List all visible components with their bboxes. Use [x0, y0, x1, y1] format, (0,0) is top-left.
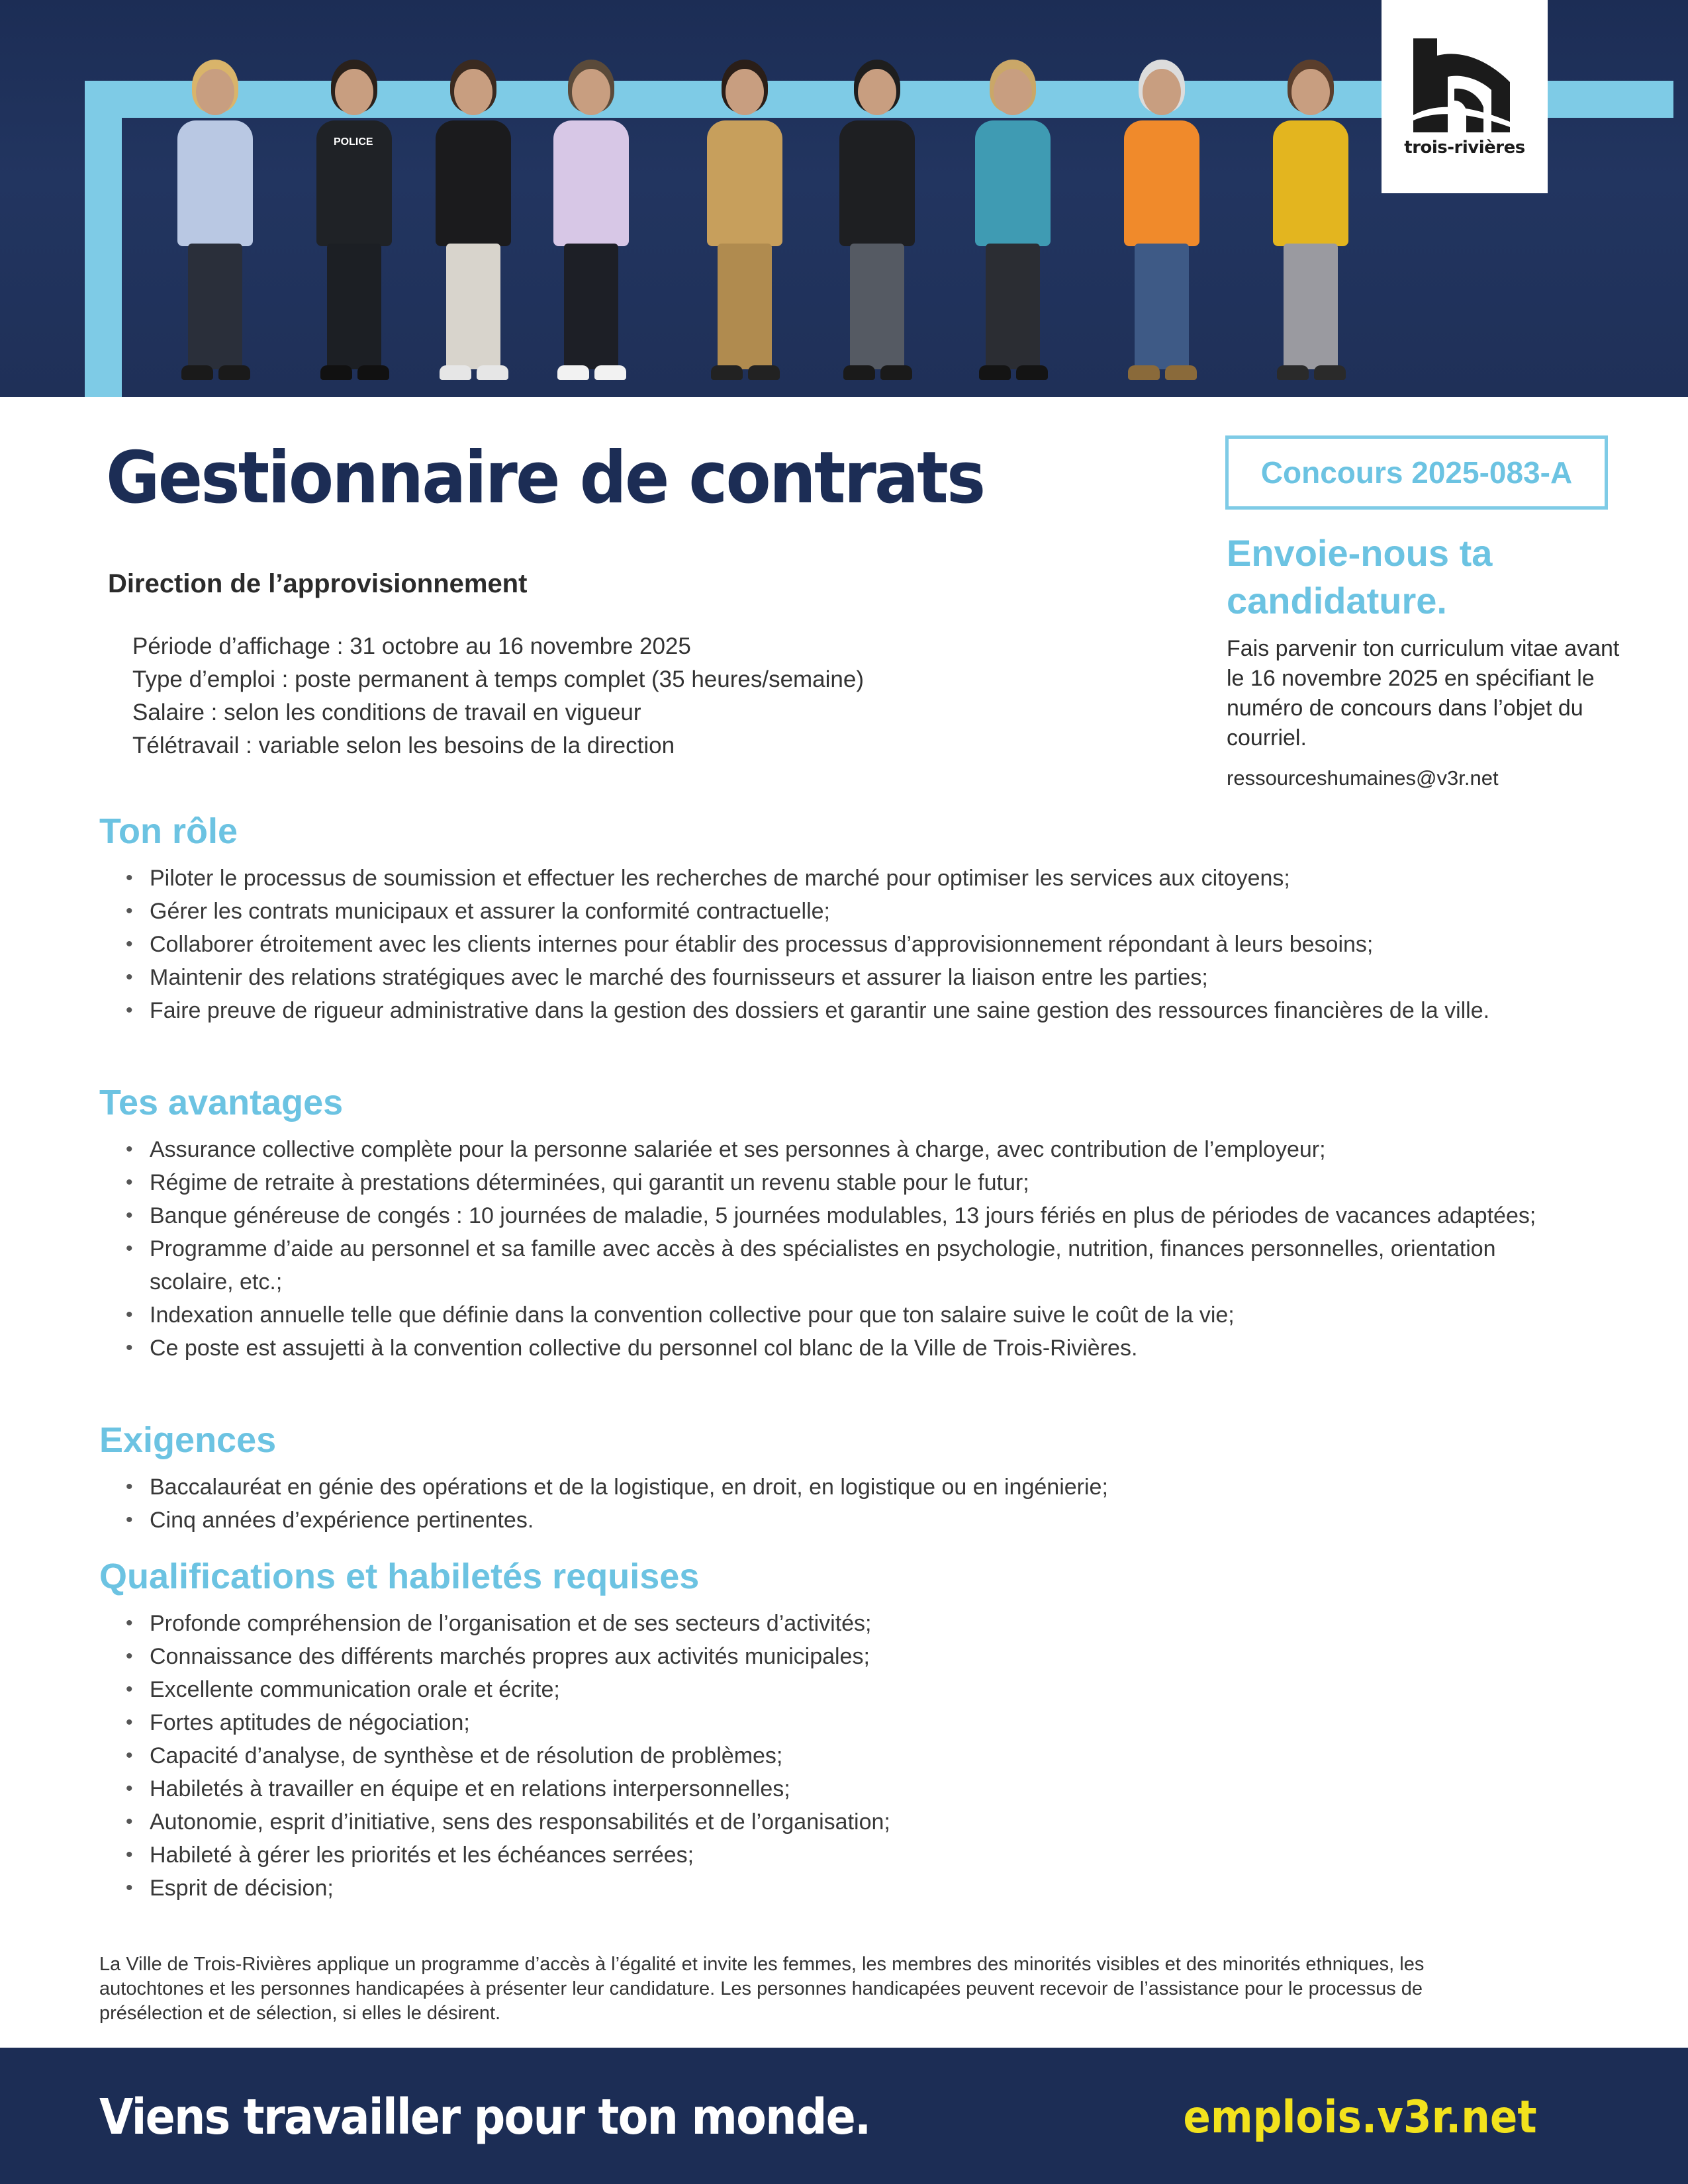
list-item: • Habiletés à travailler en équipe et en relations interpersonnelles; — [150, 1772, 1595, 1805]
list-item: • Collaborer étroitement avec les clients internes pour établir des processus d’approvisionnement répondant à leurs besoins; — [150, 928, 1595, 961]
footer-slogan: Viens travailler pour ton monde. — [99, 2089, 870, 2146]
section-heading: Ton rôle — [99, 811, 238, 851]
requirements-list — [99, 1471, 1595, 1537]
list-item: • Habileté à gérer les priorités et les échéances serrées; — [150, 1839, 1595, 1872]
list-item: • Ce poste est assujetti à la convention collective du personnel col blanc de la Ville de Trois-Rivières. — [150, 1332, 1595, 1365]
benefits-list — [99, 1133, 1595, 1365]
job-title: Gestionnaire de contrats — [106, 437, 984, 520]
list-item: • Assurance collective complète pour la personne salariée et ses personnes à charge, avec contribution de l’employeur; — [150, 1133, 1595, 1166]
footer-bar — [0, 2048, 1688, 2184]
section-role — [99, 809, 1595, 1027]
list-item: • Régime de retraite à prestations déterminées, qui garantit un revenu stable pour le futur; — [150, 1166, 1595, 1199]
list-item: • Connaissance des différents marchés propres aux activités municipales; — [150, 1640, 1595, 1673]
hr-email-link[interactable]: ressourceshumaines@v3r.net — [1227, 766, 1499, 790]
employee-figure — [305, 60, 404, 390]
qualifications-list — [99, 1607, 1595, 1905]
posting-period: Période d’affichage : 31 octobre au 16 novembre 2025 — [132, 633, 691, 659]
list-item: • Programme d’aide au personnel et sa famille avec accès à des spécialistes en psychologie, nutrition, finances personnelles, orientation scolaire, etc.; — [150, 1232, 1595, 1298]
list-item: • Faire preuve de rigueur administrative dans la gestion des dossiers et garantir une saine gestion des ressources financières de la ville. — [150, 994, 1595, 1027]
employee-figure — [827, 60, 927, 390]
section-qualifications — [99, 1554, 1595, 1905]
list-item: • Gérer les contrats municipaux et assurer la conformité contractuelle; — [150, 895, 1595, 928]
list-item: • Excellente communication orale et écrite; — [150, 1673, 1595, 1706]
section-heading: Exigences — [99, 1420, 277, 1460]
employee-figure — [963, 60, 1062, 390]
list-item: • Capacité d’analyse, de synthèse et de résolution de problèmes; — [150, 1739, 1595, 1772]
police-label: POLICE — [334, 136, 373, 148]
employment-type: Type d’emploi : poste permanent à temps complet (35 heures/semaine) — [132, 666, 865, 692]
salary-info: Salaire : selon les conditions de travail en vigueur — [132, 700, 641, 725]
list-item: • Maintenir des relations stratégiques avec le marché des fournisseurs et assurer la liaison entre les parties; — [150, 961, 1595, 994]
department-name: Direction de l’approvisionnement — [108, 569, 528, 598]
list-item: • Esprit de décision; — [150, 1872, 1595, 1905]
section-requirements — [99, 1418, 1595, 1537]
apply-instructions: Fais parvenir ton curriculum vitae avant le 16 novembre 2025 en spécifiant le numéro de concours dans l’objet du courriel. — [1227, 636, 1620, 751]
list-item: • Piloter le processus de soumission et effectuer les recherches de marché pour optimiser les services aux citoyens; — [150, 862, 1595, 895]
section-heading: Qualifications et habiletés requises — [99, 1557, 700, 1596]
list-item: • Profonde compréhension de l’organisation et de ses secteurs d’activités; — [150, 1607, 1595, 1640]
employee-figure — [1261, 60, 1360, 390]
section-heading: Tes avantages — [99, 1083, 344, 1122]
header-banner — [0, 0, 1688, 397]
telework-info: Télétravail : variable selon les besoins de la direction — [132, 733, 675, 758]
employee-figure — [165, 60, 265, 390]
list-item: • Baccalauréat en génie des opérations et de la logistique, en droit, en logistique ou en ingénierie; — [150, 1471, 1595, 1504]
list-item: • Indexation annuelle telle que définie dans la convention collective pour que ton salaire suive le coût de la vie; — [150, 1298, 1595, 1332]
employee-figure — [1112, 60, 1211, 390]
list-item: • Autonomie, esprit d’initiative, sens des responsabilités et de l’organisation; — [150, 1805, 1595, 1839]
employee-figure — [695, 60, 794, 390]
employee-figure — [424, 60, 523, 390]
section-benefits — [99, 1080, 1595, 1365]
careers-site-link[interactable]: emplois.v3r.net — [1183, 2091, 1537, 2144]
equal-opportunity-disclaimer: La Ville de Trois-Rivières applique un programme d’accès à l’égalité et invite les femmes, les membres des minorités visibles et des minorités ethniques, les autochtones et les personnes handicapées à présenter leur candidature. Les personnes handicapées peuvent recevoir de l’assistance pour le processus de présélection et de sélection, si elles le désirent. — [99, 1954, 1425, 2024]
logo-text: trois-rivières — [1404, 138, 1525, 158]
job-info-list — [132, 630, 864, 762]
apply-heading: Envoie-nous ta candidature. — [1227, 532, 1493, 621]
role-list — [99, 862, 1595, 1027]
list-item: • Cinq années d’expérience pertinentes. — [150, 1504, 1595, 1537]
list-item: • Banque généreuse de congés : 10 journées de maladie, 5 journées modulables, 13 jours fériés en plus de périodes de vacances adaptées; — [150, 1199, 1595, 1232]
employee-figure — [541, 60, 641, 390]
city-logo — [1382, 0, 1548, 193]
trois-rivieres-logo-icon — [1411, 36, 1519, 135]
competition-number-badge: Concours 2025-083-A — [1225, 435, 1608, 510]
list-item: • Fortes aptitudes de négociation; — [150, 1706, 1595, 1739]
